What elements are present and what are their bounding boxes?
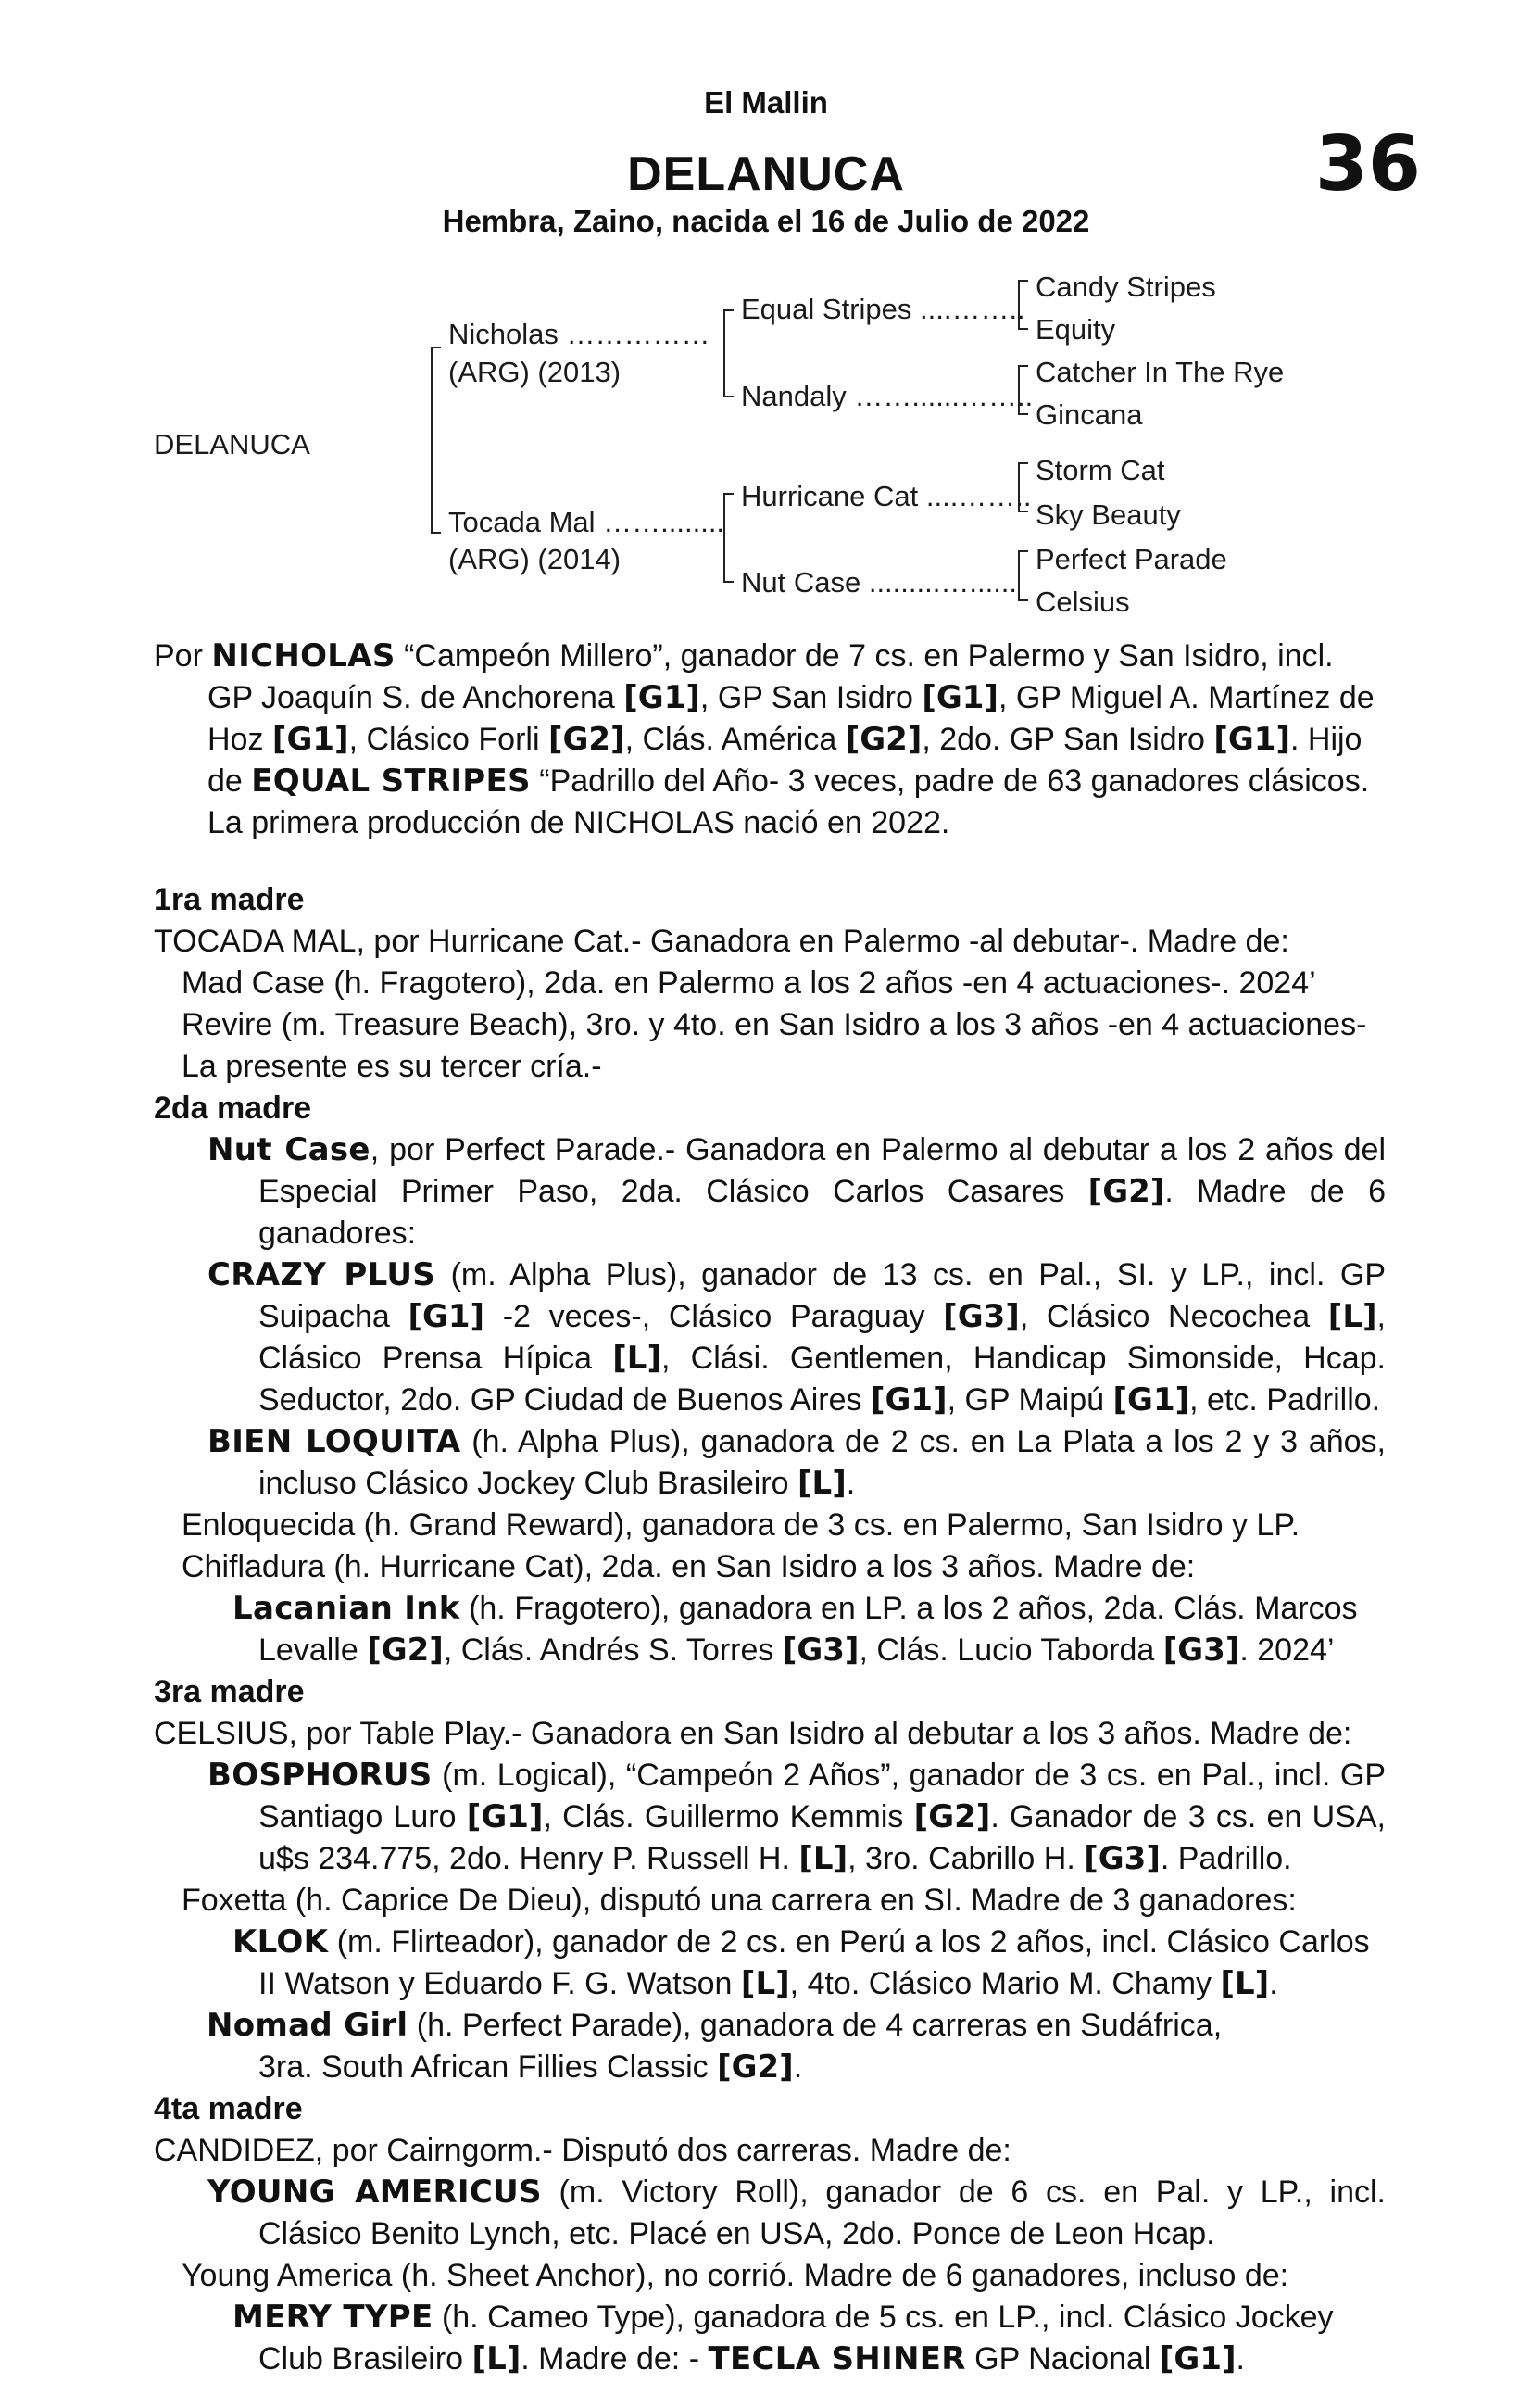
pedigree-sire-sire: Equal Stripes ....……..	[741, 293, 1025, 325]
pedigree-gen3-3: Catcher In The Rye	[1036, 356, 1285, 388]
mery-type-entry: MERY TYPE (h. Cameo Type), ganadora de 5 cs. en LP., incl. Clásico Jockey Club Brasileiro [L]. Madre de: - TECLA SHINER GP Nacional [G1].	[232, 2299, 1334, 2377]
enloquecida-entry: Enloquecida (h. Grand Reward), ganadora de 3 cs. en Palermo, San Isidro y LP.	[182, 1507, 1300, 1543]
produce-3: La presente es su tercer cría.-	[182, 1049, 602, 1084]
bien-loquita-entry: BIEN LOQUITA (h. Alpha Plus), ganadora de 2 cs. en La Plata a los 2 y 3 años, incluso Clásico Jockey Club Brasileiro [L].	[207, 1423, 1386, 1502]
klok-entry: KLOK (m. Flirteador), ganador de 2 cs. en Perú a los 2 años, incl. Clásico Carlos II Watson y Eduardo F. G. Watson [L], 4to. Clásico Mario M. Chamy [L].	[232, 1923, 1370, 2002]
sire-name: NICHOLAS	[211, 637, 396, 674]
second-dam-line: Nut Case, por Perfect Parade.- Ganadora en Palermo al debutar a los 2 años del Especial Primer Paso, 2da. Clásico Carlos Casares [G2]. Madre de 6 ganadores:	[207, 1131, 1386, 1251]
farm-name: El Mallin	[704, 85, 828, 120]
horse-name: DELANUCA	[627, 147, 905, 201]
pedigree-gen3-2: Equity	[1036, 313, 1116, 346]
pedigree-gen3-4: Gincana	[1036, 398, 1143, 431]
pedigree-sire-dam: Nandaly ……......……..	[741, 380, 1034, 412]
pedigree-gen3-6: Sky Beauty	[1036, 498, 1181, 531]
grandsire-name: EQUAL STRIPES	[251, 763, 531, 800]
heading-2da-madre: 2da madre	[154, 1091, 312, 1126]
crazy-plus-entry: CRAZY PLUS (m. Alpha Plus), ganador de 13 cs. en Pal., SI. y LP., incl. GP Suipacha [G1] -2 veces-, Clásico Paraguay [G3], Clásico Necochea [L], Clásico Prensa Hípica [L], Clási. Gentlemen, Handicap Simonside, Hcap. Seductor, 2do. GP Ciudad de Buenos Aires [G1], GP Maipú [G1], etc. Padrillo.	[207, 1256, 1387, 1418]
pedigree-sire-origin: (ARG) (2013)	[448, 356, 622, 388]
dam-line: TOCADA MAL, por Hurricane Cat.- Ganadora en Palermo -al debutar-. Madre de:	[154, 924, 1289, 959]
produce-1: Mad Case (h. Fragotero), 2da. en Palermo a los 2 años -en 4 actuaciones-. 2024’	[182, 965, 1316, 1001]
foxetta-entry: Foxetta (h. Caprice De Dieu), disputó una carrera en SI. Madre de 3 ganadores:	[182, 1883, 1297, 1918]
pedigree-gen3-8: Celsius	[1036, 586, 1130, 618]
pedigree-gen3-1: Candy Stripes	[1036, 271, 1216, 303]
pedigree-gen3-7: Perfect Parade	[1036, 543, 1227, 575]
pedigree-subject: DELANUCA	[154, 428, 310, 460]
pedigree-dam-sire: Hurricane Cat ....……..	[741, 480, 1032, 512]
lot-number: 36	[1314, 120, 1421, 208]
fourth-dam-line: CANDIDEZ, por Cairngorm.- Disputó dos carreras. Madre de:	[154, 2133, 1011, 2168]
lacanian-ink-entry: Lacanian Ink (h. Fragotero), ganadora en LP. a los 2 años, 2da. Clás. Marcos Levalle [G2], Clás. Andrés S. Torres [G3], Clás. Lucio Taborda [G3]. 2024’	[232, 1590, 1358, 1669]
heading-1ra-madre: 1ra madre	[154, 882, 305, 917]
young-america-entry: Young America (h. Sheet Anchor), no corrió. Madre de 6 ganadores, incluso de:	[182, 2258, 1289, 2293]
pedigree-dam: Tocada Mal ……........	[448, 506, 725, 538]
bosphorus-entry: BOSPHORUS (m. Logical), “Campeón 2 Años”, ganador de 3 cs. en Pal., incl. GP Santiago Luro [G1], Clás. Guillermo Kemmis [G2]. Ganador de 3 cs. en USA, u$s 234.775, 2do. Henry P. Russell H. [L], 3ro. Cabrillo H. [G3]. Padrillo.	[207, 1757, 1386, 1877]
nomad-girl-entry: Nomad Girl (h. Perfect Parade), ganadora de 4 carreras en Sudáfrica,	[207, 2007, 1223, 2044]
chifladura-entry: Chifladura (h. Hurricane Cat), 2da. en San Isidro a los 3 años. Madre de:	[182, 1549, 1196, 1584]
pedigree-sire: Nicholas ……………	[448, 318, 710, 350]
pedigree-dam-dam: Nut Case .........…......	[741, 566, 1018, 599]
third-dam-line: CELSIUS, por Table Play.- Ganadora en San Isidro al debutar a los 3 años. Madre de:	[154, 1716, 1352, 1751]
nomad-girl-entry-cont: 3ra. South African Fillies Classic [G2].	[258, 2049, 803, 2086]
produce-2: Revire (m. Treasure Beach), 3ro. y 4to. en San Isidro a los 3 años -en 4 actuaciones-	[182, 1007, 1367, 1042]
pedigree-dam-origin: (ARG) (2014)	[448, 543, 622, 575]
heading-3ra-madre: 3ra madre	[154, 1674, 305, 1709]
horse-description: Hembra, Zaino, nacida el 16 de Julio de 2022	[442, 204, 1090, 238]
pedigree-gen3-5: Storm Cat	[1036, 454, 1165, 486]
sire-paragraph: Por NICHOLAS “Campeón Millero”, ganador de 7 cs. en Palermo y San Isidro, incl. GP Joaquín S. de Anchorena [G1], GP San Isidro [G1], GP Miguel A. Martínez de Hoz [G1], Clásico Forli [G2], Clás. América [G2], 2do. GP San Isidro [G1]. Hijo de EQUAL STRIPES “Padrillo del Año- 3 veces, padre de 63 ganadores clásicos. La primera producción de NICHOLAS nació en 2022.	[154, 637, 1375, 840]
heading-4ta-madre: 4ta madre	[154, 2091, 303, 2126]
catalog-body	[154, 636, 1386, 2380]
young-americus-entry: YOUNG AMERICUS (m. Victory Roll), ganador de 6 cs. en Pal. y LP., incl. Clásico Benito Lynch, etc. Placé en USA, 2do. Ponce de Leon Hcap.	[207, 2174, 1386, 2251]
